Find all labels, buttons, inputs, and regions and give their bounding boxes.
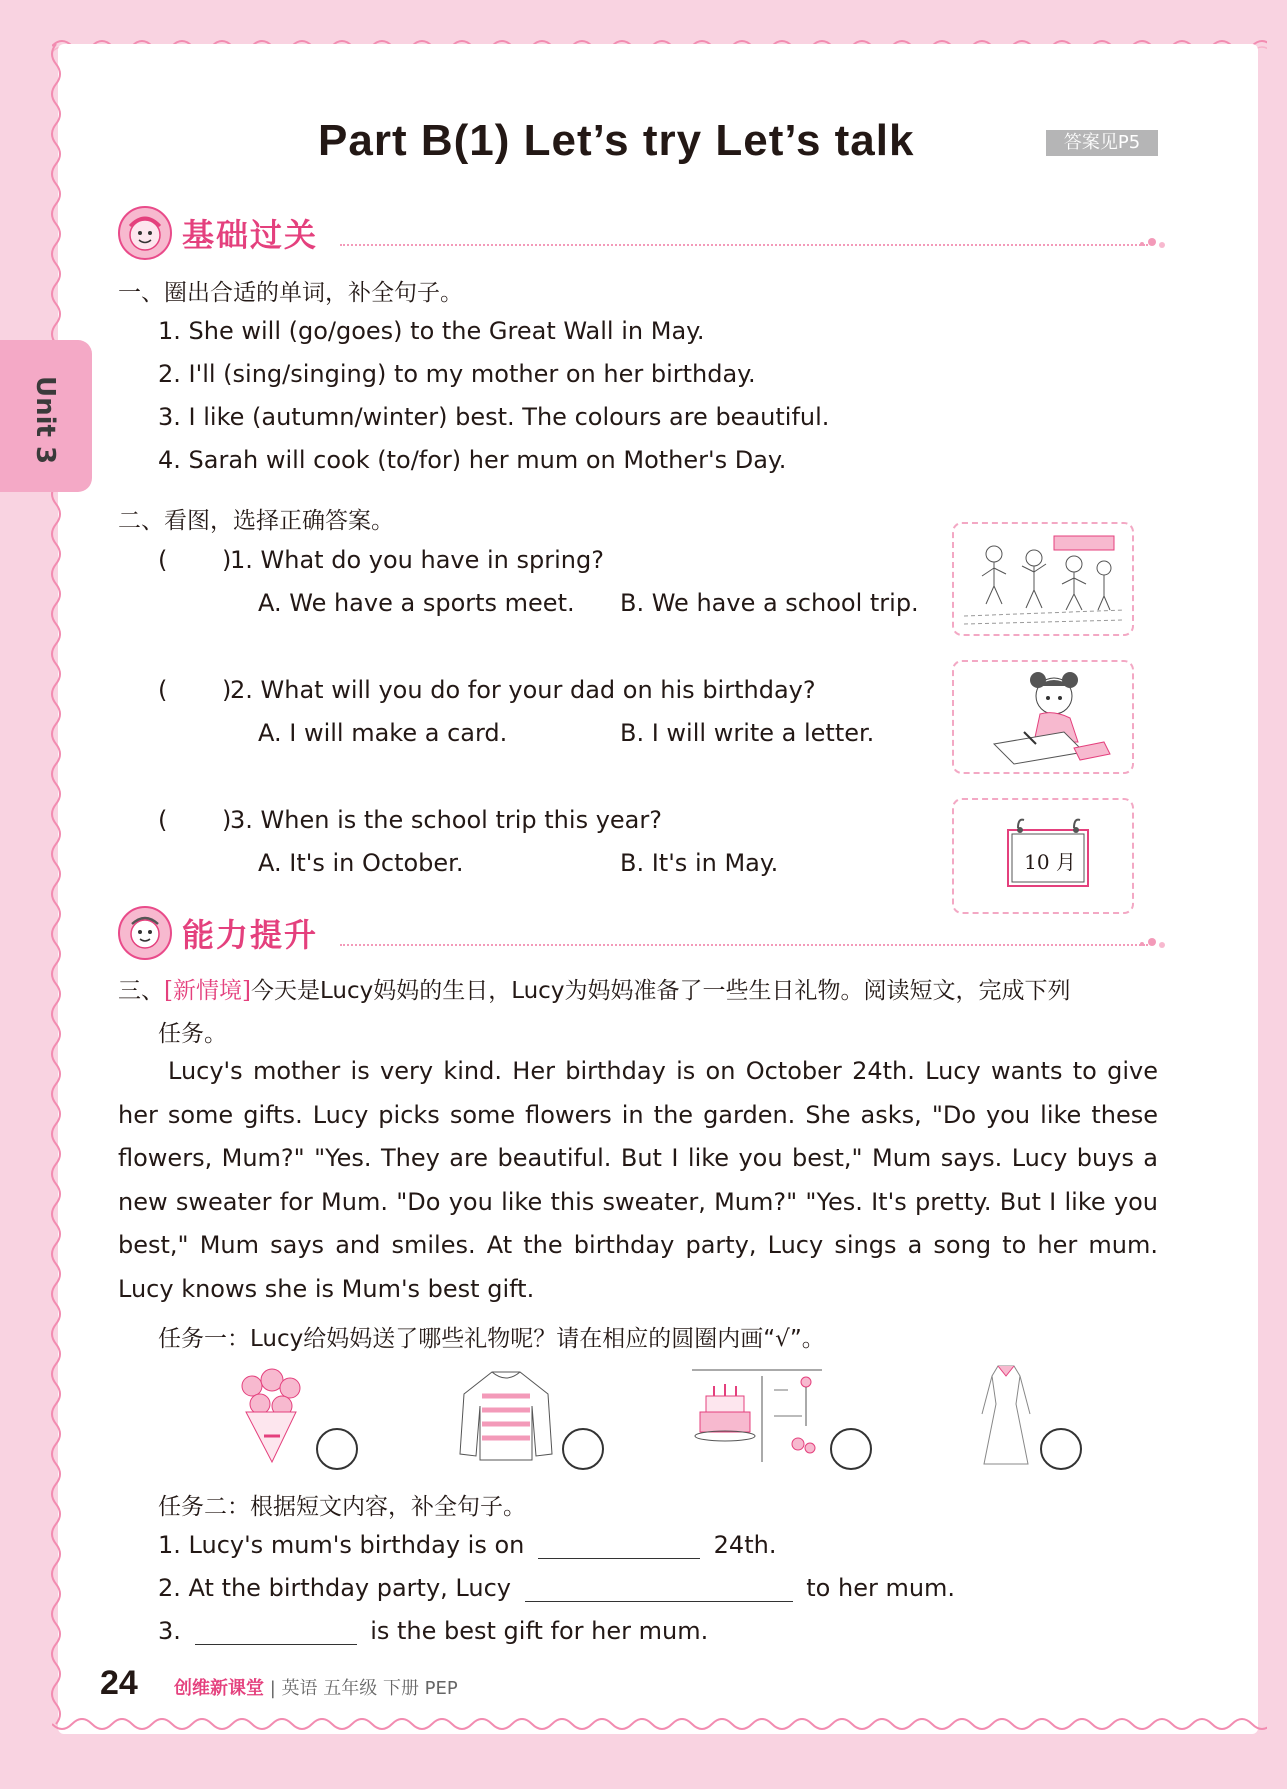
answer-reference-badge: 答案见P5 <box>1046 130 1158 156</box>
part2-q1-option-a: A. We have a sports meet. <box>258 589 575 617</box>
answer-paren-close: ) <box>222 806 232 834</box>
sweater-icon <box>456 1366 556 1466</box>
wavy-border-left <box>48 44 64 1734</box>
section-basic-label: 基础过关 <box>182 216 319 254</box>
answer-paren-close: ) <box>222 546 232 574</box>
dotted-divider <box>340 244 1148 246</box>
unit-tab-label: Unit 3 <box>30 376 60 465</box>
part1-item-2: 2. I'll (sing/singing) to my mother on her birthday. <box>158 360 756 388</box>
footer-info <box>174 1674 458 1700</box>
answer-paren-close: ) <box>222 676 232 704</box>
part2-q2-option-b: B. I will write a letter. <box>620 719 875 747</box>
fill-sentence-1 <box>158 1531 776 1559</box>
page-number: 24 <box>100 1664 138 1702</box>
part3-prefix: 三、 <box>118 978 164 1004</box>
decor-dots-icon <box>1136 232 1176 252</box>
fill-2-start: 2. At the birthday party, Lucy <box>158 1574 511 1602</box>
part2-q2-option-a: A. I will make a card. <box>258 719 508 747</box>
part2-question-2: 2. What will you do for your dad on his birthday? <box>230 676 816 704</box>
section-advanced-header <box>116 902 1162 962</box>
fill-2-end: to her mum. <box>806 1574 956 1602</box>
part2-instruction: 二、看图，选择正确答案。 <box>118 508 394 534</box>
flowers-bouquet-icon <box>232 1366 310 1470</box>
birthday-party-icon <box>692 1366 822 1466</box>
part2-q3-option-b: B. It's in May. <box>620 849 779 877</box>
dotted-divider <box>340 944 1148 946</box>
footer-brand: 创维新课堂 <box>174 1678 264 1699</box>
gift-checkbox-flowers[interactable] <box>316 1428 358 1470</box>
task1-instruction: 任务一：Lucy给妈妈送了哪些礼物呢？请在相应的圆圈内画“√”。 <box>158 1326 825 1352</box>
part2-q3-option-a: A. It's in October. <box>258 849 464 877</box>
part1-instruction: 一、圈出合适的单词，补全句子。 <box>118 280 463 306</box>
sports-meet-illustration <box>954 524 1132 634</box>
sports-meet-picture <box>952 522 1134 636</box>
footer-book-info: | 英语 五年级 下册 PEP <box>269 1678 458 1699</box>
fill-blank-3[interactable] <box>195 1618 357 1645</box>
decor-dots-icon <box>1136 932 1176 952</box>
part1-item-1: 1. She will (go/goes) to the Great Wall in May. <box>158 317 705 345</box>
calendar-picture <box>952 798 1134 914</box>
gift-checkbox-sweater[interactable] <box>562 1428 604 1470</box>
fill-blank-1[interactable] <box>538 1532 700 1559</box>
fill-1-start: 1. Lucy's mum's birthday is on <box>158 1531 525 1559</box>
part1-item-4: 4. Sarah will cook (to/for) her mum on Mother's Day. <box>158 446 787 474</box>
fill-blank-2[interactable] <box>525 1575 793 1602</box>
part2-question-3: 3. When is the school trip this year? <box>230 806 662 834</box>
gift-checkbox-dress[interactable] <box>1040 1428 1082 1470</box>
reading-passage: Lucy's mother is very kind. Her birthday is on October 24th. Lucy wants to give her some gifts. Lucy picks some flowers in the garden. She asks, "Do you like these flowers, Mum?" "Yes. They are beautiful. But I like you best," Mum says. Lucy buys a new sweater for Mum. "Do you like this sweater, Mum?" "Yes. It's pretty. But I like you best," Mum says and smiles. At the birthday party, Lucy sings a song to her mum. Lucy knows she is Mum's best gift. <box>118 1057 1158 1303</box>
part3-instruction-line2: 任务。 <box>158 1021 227 1047</box>
section-basic-header <box>116 202 1162 262</box>
part3-instruction-text: 今天是Lucy妈妈的生日，Lucy为妈妈准备了一些生日礼物。阅读短文，完成下列 <box>250 978 1071 1004</box>
answer-paren-open: ( <box>158 806 168 834</box>
gift-checkbox-party[interactable] <box>830 1428 872 1470</box>
answer-paren-open: ( <box>158 546 168 574</box>
part2-question-1: 1. What do you have in spring? <box>230 546 604 574</box>
girl-writing-illustration <box>954 662 1132 772</box>
part2-q1-option-b: B. We have a school trip. <box>620 589 919 617</box>
page-title: Part B(1) Let’s try Let’s talk <box>318 116 915 165</box>
fill-1-end: 24th. <box>713 1531 777 1559</box>
answer-paren-open: ( <box>158 676 168 704</box>
fill-sentence-3 <box>158 1617 708 1645</box>
girl-writing-picture <box>952 660 1134 774</box>
section-advanced-label: 能力提升 <box>182 916 319 954</box>
fill-3-start: 3. <box>158 1617 181 1645</box>
wavy-border-bottom <box>52 1718 1267 1738</box>
calendar-month-label: 10 月 <box>1024 850 1076 874</box>
part1-item-3: 3. I like (autumn/winter) best. The colours are beautiful. <box>158 403 830 431</box>
fill-sentence-2 <box>158 1574 955 1602</box>
task2-instruction: 任务二：根据短文内容，补全句子。 <box>158 1494 526 1520</box>
fill-3-end: is the best gift for her mum. <box>370 1617 709 1645</box>
cartoon-face-icon <box>118 906 172 960</box>
unit-tab <box>0 340 92 492</box>
dress-icon <box>976 1360 1036 1470</box>
cartoon-face-icon <box>118 206 172 260</box>
new-context-tag: [新情境] <box>164 978 251 1004</box>
part3-instruction <box>118 972 1070 1005</box>
